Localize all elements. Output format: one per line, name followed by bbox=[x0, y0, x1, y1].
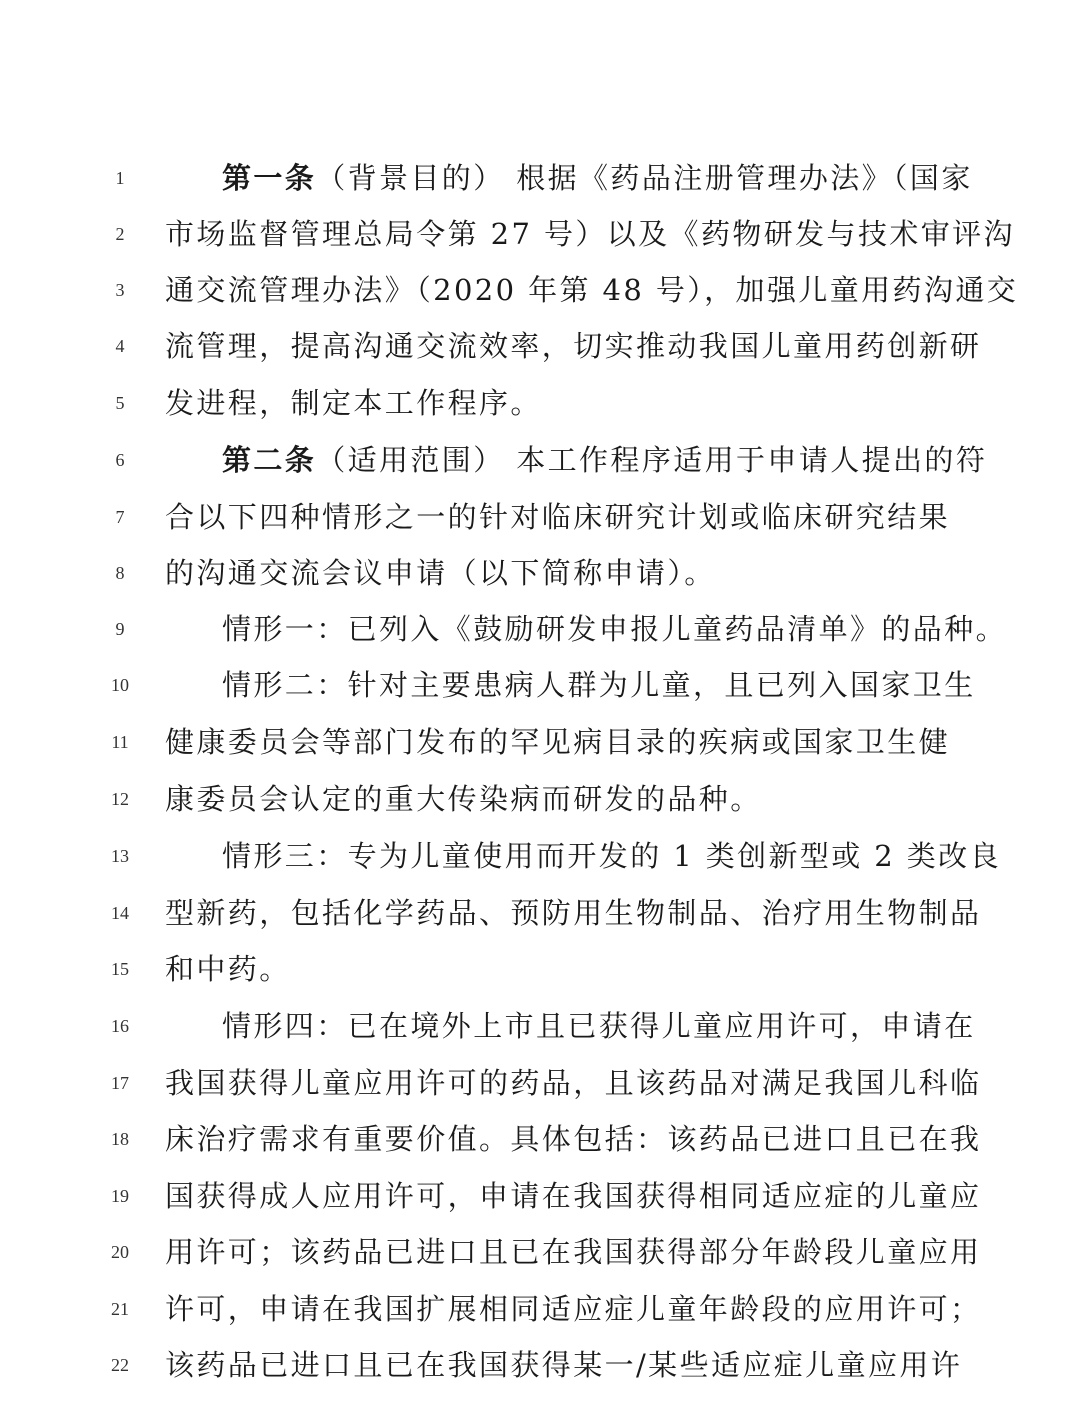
text-line bbox=[0, 998, 1080, 1054]
line-text bbox=[222, 828, 1001, 884]
line-number: 11 bbox=[111, 732, 129, 752]
article-heading: 第一条 bbox=[222, 161, 317, 195]
line-number: 12 bbox=[111, 789, 129, 809]
line-body: 康委员会认定的重大传染病而研发的品种。 bbox=[165, 782, 762, 816]
line-text bbox=[222, 150, 973, 206]
line-body: 合以下四种情形之一的针对临床研究计划或临床研究结果 bbox=[165, 500, 951, 534]
line-text bbox=[222, 601, 1008, 657]
line-text bbox=[165, 714, 951, 770]
text-line bbox=[0, 545, 1080, 601]
line-body: 情形二：针对主要患病人群为儿童，且已列入国家卫生 bbox=[222, 668, 976, 702]
line-number: 14 bbox=[111, 903, 129, 923]
line-body: 健康委员会等部门发布的罕见病目录的疾病或国家卫生健 bbox=[165, 725, 951, 759]
line-text bbox=[165, 1168, 982, 1224]
line-text bbox=[165, 545, 920, 601]
line-text bbox=[165, 318, 982, 374]
line-body: 情形四：已在境外上市且已获得儿童应用许可，申请在 bbox=[222, 1009, 976, 1043]
text-line bbox=[0, 1281, 1080, 1337]
line-number: 17 bbox=[111, 1073, 129, 1093]
text-line bbox=[0, 262, 1080, 318]
line-text bbox=[222, 657, 976, 713]
text-line bbox=[0, 1337, 1080, 1393]
text-line bbox=[0, 714, 1080, 770]
line-body: 许可，申请在我国扩展相同适应症儿童年龄段的应用许可； bbox=[165, 1292, 982, 1326]
line-text bbox=[165, 206, 1015, 262]
line-text bbox=[165, 1337, 963, 1393]
line-number: 5 bbox=[115, 393, 125, 413]
text-line bbox=[0, 828, 1080, 884]
line-number: 9 bbox=[115, 619, 125, 639]
text-line bbox=[0, 601, 1080, 657]
line-number: 16 bbox=[111, 1016, 129, 1036]
line-text bbox=[222, 998, 976, 1054]
line-text bbox=[165, 941, 920, 997]
line-text bbox=[222, 432, 988, 488]
line-body: 国获得成人应用许可，申请在我国获得相同适应症的儿童应 bbox=[165, 1179, 982, 1213]
line-body: 的沟通交流会议申请（以下简称申请）。 bbox=[165, 556, 716, 590]
line-body: （适用范围） 本工作程序适用于申请人提出的符 bbox=[316, 443, 988, 477]
text-line bbox=[0, 885, 1080, 941]
line-body: 情形三：专为儿童使用而开发的 1 类创新型或 2 类改良 bbox=[222, 839, 1001, 873]
line-number: 20 bbox=[111, 1242, 129, 1262]
line-body: 发进程，制定本工作程序。 bbox=[165, 386, 542, 420]
article-heading: 第二条 bbox=[222, 443, 317, 477]
line-text bbox=[165, 1111, 982, 1167]
line-text bbox=[165, 771, 920, 827]
line-text bbox=[165, 885, 982, 941]
line-number: 2 bbox=[115, 224, 125, 244]
line-body: 用许可；该药品已进口且已在我国获得部分年龄段儿童应用 bbox=[165, 1235, 982, 1269]
line-text bbox=[165, 375, 920, 431]
text-line bbox=[0, 318, 1080, 374]
text-line bbox=[0, 657, 1080, 713]
text-line bbox=[0, 489, 1080, 545]
line-body: 通交流管理办法》（2020 年第 48 号），加强儿童用药沟通交 bbox=[165, 273, 1019, 307]
text-line bbox=[0, 771, 1080, 827]
line-number: 1 bbox=[115, 168, 125, 188]
line-number: 13 bbox=[111, 846, 129, 866]
line-body: （背景目的） 根据《药品注册管理办法》（国家 bbox=[316, 161, 973, 195]
line-text bbox=[165, 262, 1019, 318]
line-number: 10 bbox=[111, 675, 129, 695]
line-number: 3 bbox=[115, 280, 125, 300]
line-number: 21 bbox=[111, 1299, 129, 1319]
line-body: 和中药。 bbox=[165, 952, 291, 986]
line-text bbox=[165, 1055, 982, 1111]
line-body: 床治疗需求有重要价值。具体包括：该药品已进口且已在我 bbox=[165, 1122, 982, 1156]
text-line bbox=[0, 375, 1080, 431]
text-line bbox=[0, 1111, 1080, 1167]
line-number: 7 bbox=[115, 507, 125, 527]
text-line bbox=[0, 432, 1080, 488]
text-line bbox=[0, 150, 1080, 206]
line-number: 8 bbox=[115, 563, 125, 583]
line-text bbox=[165, 1281, 982, 1337]
line-body: 型新药，包括化学药品、预防用生物制品、治疗用生物制品 bbox=[165, 896, 982, 930]
line-number: 19 bbox=[111, 1186, 129, 1206]
line-body: 情形一：已列入《鼓励研发申报儿童药品清单》的品种。 bbox=[222, 612, 1008, 646]
text-line bbox=[0, 1168, 1080, 1224]
text-line bbox=[0, 941, 1080, 997]
line-body: 市场监督管理总局令第 27 号）以及《药物研发与技术审评沟 bbox=[165, 217, 1015, 251]
line-number: 6 bbox=[115, 450, 125, 470]
line-body: 流管理，提高沟通交流效率，切实推动我国儿童用药创新研 bbox=[165, 329, 982, 363]
line-body: 该药品已进口且已在我国获得某一/某些适应症儿童应用许 bbox=[165, 1348, 963, 1382]
line-number: 18 bbox=[111, 1129, 129, 1149]
line-number: 4 bbox=[115, 336, 125, 356]
line-text bbox=[165, 489, 951, 545]
line-text bbox=[165, 1224, 982, 1280]
line-number: 15 bbox=[111, 959, 129, 979]
line-number: 22 bbox=[111, 1355, 129, 1375]
text-line bbox=[0, 206, 1080, 262]
text-line bbox=[0, 1055, 1080, 1111]
text-line bbox=[0, 1224, 1080, 1280]
line-body: 我国获得儿童应用许可的药品，且该药品对满足我国儿科临 bbox=[165, 1066, 982, 1100]
